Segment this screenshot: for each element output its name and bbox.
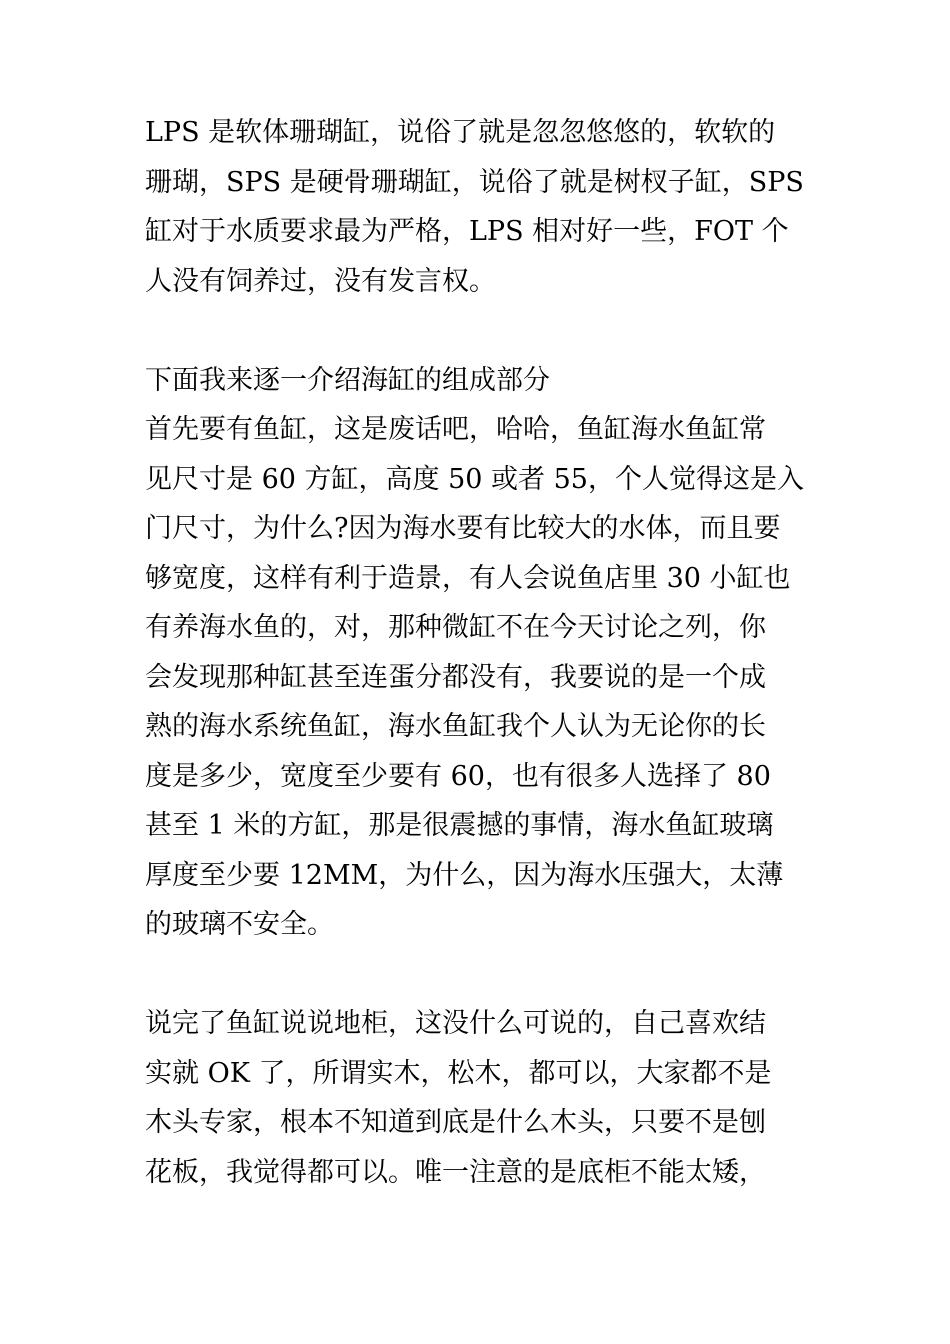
- text-line: 下面我来逐一介绍海缸的组成部分: [145, 364, 550, 396]
- text-line: LPS 是软体珊瑚缸，说俗了就是忽忽悠悠的，软软的: [145, 117, 776, 148]
- text-line: 缸对于水质要求最为严格，LPS 相对好一些，FOT 个: [145, 216, 789, 247]
- text-line: 人没有饲养过，没有发言权。: [145, 265, 496, 297]
- text-line: 木头专家，根本不知道到底是什么木头，只要不是刨: [145, 1107, 766, 1138]
- text-line: 的玻璃不安全。: [145, 909, 334, 940]
- paragraph-coral-types: [145, 108, 810, 306]
- text-line: 会发现那种缸甚至连蛋分都没有，我要说的是一个成: [145, 661, 766, 693]
- text-line: 度是多少，宽度至少要有 60，也有很多人选择了 80: [145, 760, 771, 792]
- text-line: 实就 OK 了，所谓实木，松木，都可以，大家都不是: [145, 1057, 772, 1089]
- document-body: [145, 108, 810, 1197]
- paragraph-spacer: [145, 950, 810, 1000]
- text-line: 厚度至少要 12MM，为什么，因为海水压强大，太薄: [145, 859, 784, 891]
- text-line: 说完了鱼缸说说地柜，这没什么可说的，自己喜欢结: [145, 1008, 766, 1039]
- text-line: 够宽度，这样有利于造景，有人会说鱼店里 30 小缸也: [145, 562, 791, 594]
- paragraph-tank-components: [145, 356, 810, 950]
- text-line: 甚至 1 米的方缸，那是很震撼的事情，海水鱼缸玻璃: [145, 810, 774, 841]
- text-line: 熟的海水系统鱼缸，海水鱼缸我个人认为无论你的长: [145, 711, 766, 742]
- text-line: 有养海水鱼的，对，那种微缸不在今天讨论之列，你: [145, 612, 766, 643]
- text-line: 花板，我觉得都可以。唯一注意的是底柜不能太矮，: [145, 1156, 766, 1188]
- text-line: 见尺寸是 60 方缸，高度 50 或者 55，个人觉得这是入: [145, 463, 804, 495]
- text-line: 首先要有鱼缸，这是废话吧，哈哈，鱼缸海水鱼缸常: [145, 414, 766, 445]
- paragraph-spacer: [145, 306, 810, 356]
- paragraph-cabinet: [145, 999, 810, 1197]
- text-line: 珊瑚，SPS 是硬骨珊瑚缸，说俗了就是树杈子缸，SPS: [145, 166, 804, 198]
- text-line: 门尺寸，为什么?因为海水要有比较大的水体，而且要: [145, 513, 781, 544]
